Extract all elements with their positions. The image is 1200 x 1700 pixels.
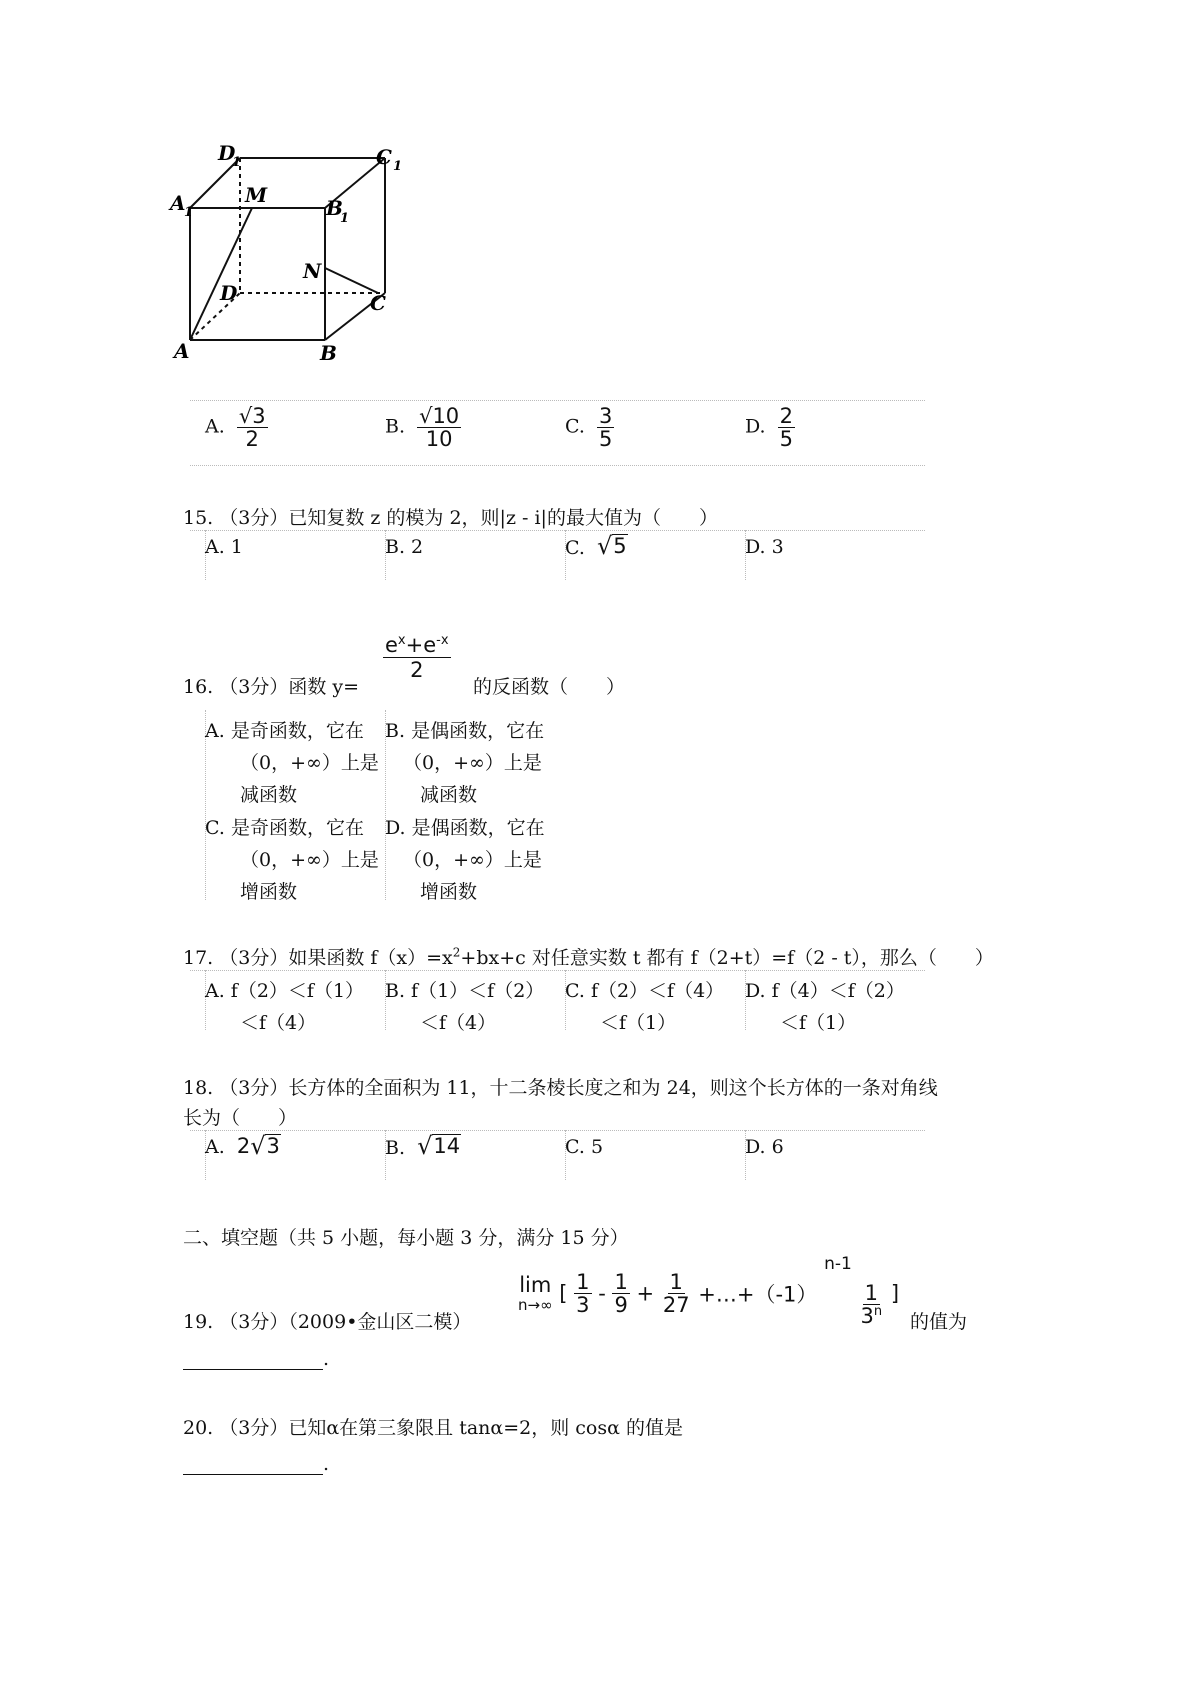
label-c: C [370, 291, 386, 315]
q15-stem: 15. （3分）已知复数 z 的模为 2，则|z - i|的最大值为（ ） [183, 507, 718, 529]
q16-option-d[interactable]: D. 是偶函数，它在 （0，+∞）上是 增函数 [385, 817, 545, 903]
q17-stem: 17. （3分）如果函数 $f(x)=x^2+bx+c$ 对任意实数 t 都有 f（2+t）=f（2 - t），那么（ ） [183, 945, 994, 969]
q18-stem-line1: 18. （3分）长方体的全面积为 11，十二条棱长度之和为 24，则这个长方体的一条对角线 [183, 1077, 938, 1099]
q16-option-c[interactable]: C. 是奇函数，它在 （0，+∞）上是 增函数 [205, 817, 379, 903]
label-a1: A [170, 191, 186, 215]
q19-suffix: 的值为 [910, 1311, 968, 1333]
svg-text:1: 1 [340, 211, 350, 226]
q16-option-b[interactable]: B. 是偶函数，它在 （0，+∞）上是 减函数 [385, 720, 545, 806]
q17-option-d[interactable]: D. f（4）＜f（2） ＜f（1） [745, 980, 905, 1034]
q19-prefix: 19. （3分）（2009•金山区二模） [183, 1311, 472, 1333]
label-b1: B [326, 196, 343, 220]
q19-answer-blank[interactable]: . [183, 1348, 329, 1370]
label-m: M [245, 183, 268, 207]
q20-answer-blank[interactable]: . [183, 1453, 329, 1475]
q20-stem: 20. （3分）已知α在第三象限且 tanα=2，则 cosα 的值是 [183, 1417, 683, 1439]
q15-option-a[interactable]: A. 1 [205, 536, 243, 558]
q18-option-c[interactable]: C. 5 [565, 1136, 604, 1158]
q17-option-b[interactable]: B. f（1）＜f（2） ＜f（4） [385, 980, 545, 1034]
q15-option-b[interactable]: B. 2 [385, 536, 424, 558]
q17-option-c[interactable]: C. f（2）＜f（4） ＜f（1） [565, 980, 725, 1034]
cube-figure [160, 140, 420, 370]
q14-option-d[interactable]: D. $\frac{2}{5}$ [745, 404, 794, 452]
q18-option-d[interactable]: D. 6 [745, 1136, 784, 1158]
q16-option-a[interactable]: A. 是奇函数，它在 （0，+∞）上是 减函数 [205, 720, 379, 806]
label-n: N [303, 259, 322, 283]
q15-option-c[interactable]: C. √ 5 [565, 532, 627, 561]
svg-text:1: 1 [232, 155, 242, 170]
svg-text:1: 1 [393, 159, 403, 174]
label-a: A [174, 339, 190, 363]
q18-option-a[interactable]: A. 2 √ 3 [205, 1132, 280, 1161]
section2-heading: 二、填空题（共 5 小题，每小题 3 分，满分 15 分） [183, 1227, 629, 1249]
label-c1: C [376, 145, 392, 169]
q18-option-b[interactable]: B. √ 14 [385, 1132, 461, 1161]
q16-fraction: $e^x+e^{-x}$ 2 [385, 633, 449, 682]
q18-stem-line2: 长为（ ） [183, 1107, 298, 1129]
q16-suffix: 的反函数（ ） [473, 676, 626, 698]
q14-option-a[interactable]: A. $\frac{√3}{2}$ [205, 404, 266, 452]
svg-text:1: 1 [184, 205, 194, 220]
q15-option-d[interactable]: D. 3 [745, 536, 784, 558]
label-d1: D [218, 141, 236, 165]
q16-prefix: 16. （3分）函数 y= [183, 676, 360, 698]
q14-option-b[interactable]: B. $\frac{√10}{10}$ [385, 404, 460, 452]
label-b: B [320, 341, 337, 365]
q14-option-c[interactable]: C. $\frac{3}{5}$ [565, 404, 613, 452]
q19-expression: lim n→∞ [ $\frac{1}{3}$ - $\frac{1}{9}$ + $\frac{1}{27}$ +…+（-1） n-1 $\frac{1}{3^n}$ ] [518, 1254, 900, 1329]
label-d: D [220, 281, 238, 305]
q17-option-a[interactable]: A. f（2）＜f（1） ＜f（4） [205, 980, 365, 1034]
